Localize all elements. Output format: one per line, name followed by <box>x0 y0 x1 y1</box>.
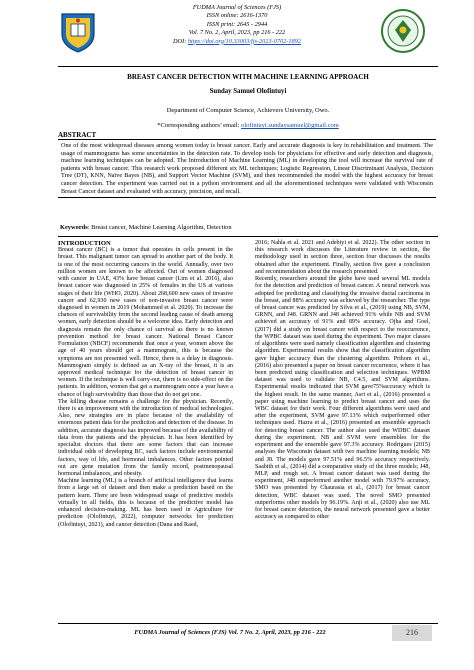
journal-header <box>120 4 354 46</box>
email-link[interactable]: olofintuyi.sundaysamuel@gmail.com <box>241 122 339 129</box>
issn-online: ISSN online: 2616-1370 <box>206 12 268 20</box>
keywords-text: : Breast cancer, Machine Learning Algorithm, Detection <box>87 224 232 231</box>
abstract-heading: ABSTRACT <box>58 131 97 139</box>
doi-line <box>120 38 354 46</box>
page-number: 216 <box>392 625 432 641</box>
paragraph: 2016; Nahla et al. 2021 and Adebiyi et al. 2022). The other section in this research work discusses the Literature review in section, the methodology used in section three, section four discusses the results obtained after the experiment. Finally, section five gave a conclusion and recommendation about the research presented. <box>255 240 430 275</box>
paragraph: Breast cancer (BC) is a tumor that operates in cells present in the breast. This malignant tumor can spread to another part of the body. It is one of the most occurring cancers in the world. Annually, over two million women are known to be affected. Out of women diagnosed with cancer in UAE, 43% have breast cancer (Lim et al. 2016), also breast cancer was diagnosed in 25% of females in the US at various stages of their life (WHO, 2020). About 268,600 new cases of invasive cancer and 62,930 new cases of non-invasive breast cancer were diagnosed in women in 2019 (Mohammed et al. 2020). To increase the chances of survivability from the second leading cause of death among women, early detection should be a welcome idea. Early detection and diagnosis remain the only chance of survival as there is no known prevention method for breast cancer. National Breast Cancer Formulation (NBCF) recommends that once a year, women above the age of 40 years should get a mammogram, this is because the symptoms are not presented well. Hence, there is a delay in diagnosis. Mammogram simply is defined as an X-ray of the breast, it is an approved medical technique for the detection of breast cancer in women. If the technique is well carry-out, there is no side-effect on the patients. In addition, women that get a mammogram once a year have a chance of high survivability than those that do not get one. <box>58 247 233 398</box>
keywords-label: Keywords <box>60 224 88 231</box>
footer-citation: FUDMA Journal of Sciences (FJS) Vol. 7 No. 2, April, 2023, pp 216 - 222 <box>134 629 326 636</box>
university-seal-icon <box>380 8 426 54</box>
footer-divider <box>58 623 438 624</box>
volume-info: Vol. 7 No. 2, April, 2023, pp 216 - 222 <box>188 29 286 37</box>
paragraph: The killing disease remains a challenge for the physician. Recently, there is an improvement with the introduction of medical technologies. Also, new strategies are in place because of the availability of enormous patient data for the prediction and detection of the disease. In addition, accurate diagnosis has improved because of the availability of data from the patients and the physician. It has been identified by specialist doctors that there are some factors that can increase individual odds of developing BC, such factors include environmental factors, way of life, and hormonal imbalances. Other factors pointed out are gene mutation from the family record, postmenopausal hormonal imbalances, and obesity. <box>58 398 233 477</box>
journal-name: FUDMA Journal of Sciences (FJS) <box>192 4 282 11</box>
author-affiliation: Department of Computer Science, Achievers University, Owo. <box>166 107 330 114</box>
right-column <box>255 240 430 522</box>
keywords-divider <box>58 236 438 237</box>
left-column <box>58 240 233 529</box>
paper-title: BREAST CANCER DETECTION WITH MACHINE LEARNING APPROACH <box>127 73 369 81</box>
abstract-text: One of the most widespread diseases among women today is breast cancer. Early and accurate diagnosis is key in rehabilitation and treatment. The usage of mammograms has some uncertainties in the detection rate. To develop tools for physicians for effective and early detection and diagnosis, machine learning techniques can be adopted. The Introduction of Machine Learning (ML) in developing the tool will increase the survival rate of patients with breast cancer. This research work proposed different six ML techniques; Logistic Regression, Linear Discriminant Analysis, Decision Tree (DT), KNN, Naïve Bayes (NB), and Support Vector Machine (SVM), and then recommended the model with the highest accuracy for breast cancer detection. The experiment was carried out in a python environment and all the aforementioned techniques were validated with Wisconsin Breast Cancer dataset and evaluated with accuracy, precision, and recall. <box>58 139 436 198</box>
doi-link[interactable]: https://doi.org/10.33003/fjs-2023-0702-1892 <box>187 37 301 45</box>
journal-logo <box>58 8 98 54</box>
corresponding-label: *Corresponding authors’ email: <box>157 122 242 129</box>
corresponding-email <box>58 122 438 129</box>
section-heading-introduction: INTRODUCTION <box>58 240 111 247</box>
doi-label: DOI: <box>173 37 188 45</box>
paragraph: Machine learning (ML) is a branch of artificial intelligence that learns from a large set of dataset and then make a prediction based on the pattern learn. There are been widespread usage of predictive models virtually in all fields, this is because of the predictive model has enhanced decision-making. ML has been used in Agriculture for prediction (Olofintuyi, 2022), computer networks for prediction (Olofintuyi, 2021), and cancer detection (Dana and Raed, <box>58 478 233 528</box>
issn-print: ISSN print: 2645 - 2944 <box>206 20 268 28</box>
keywords-line <box>60 224 440 231</box>
header-divider <box>58 66 438 67</box>
paragraph: Recently, researchers around the globe have used several ML models for the detection and prediction of breast cancer. A neural network was adopted for predicting and classifying the invasive ductal carcinoma in the breast, and 88% accuracy was achieved by the researcher. The type of breast cancer was predicted by Silva et al., (2019) using NB, SVM, GRNN, and J48. GRNN and J48 achieved 91% while NB and SVM achieved an accuracy of 91% and 89% accuracy. Ojha and Goel, (2017) did a study on breast cancer with respect to the reoccurrence, the WPBC dataset was used during the experiment. Two major classes of algorithms were used namely classification algorithm and clustering algorithm. Experimental results show that the classification algorithm gave higher accuracy than the clustering algorithm. Prihom et al., (2016) also presented a paper on breast cancer recurrence, where it has been predicted using classification and selection techniques. WPBM dataset was used to validate NB, C4.5, and SVM algorithms. Experimental results indicated that SVM gave75%accuracy which is the highest result. In the same manner, Asri et al., (2016) presented a paper using machine learning to predict breast cancer and uses the WBC dataset for their work. Four different algorithms were used and after the experiment, SVM gave 97.13% which outperformed other techniques used. Hazra et al., (2016) presented an ensemble approach for detecting breast cancer. The author also used the WDBC dataset during the experiment. NB and SVM were ensembles for the experiment and the ensemble gave 97.3% accuracy. Rodrigues (2015) analyses the Wisconsin dataset with two machine learning models; NB and J8. The models gave 97.51% and 96.5% accuracy respectively. Saabith et al., (2014) did a comparative study of the three models; J48, MLP, and rough set. A breast cancer dataset was used during the experiment, J48 outperformed another model with 79.97% accuracy. SMO was presented by Chaurasia et al., (2017) for breast cancer detection, WBC dataset was used. The novel SMO presented outperforms other models by 96.19%. Anji et al., (2020) also use ML for breast cancer detection, the neural network presented gave a better accuracy as compared to other <box>255 276 430 521</box>
author-name: Sunday Samuel Olofintuyi <box>209 88 287 95</box>
